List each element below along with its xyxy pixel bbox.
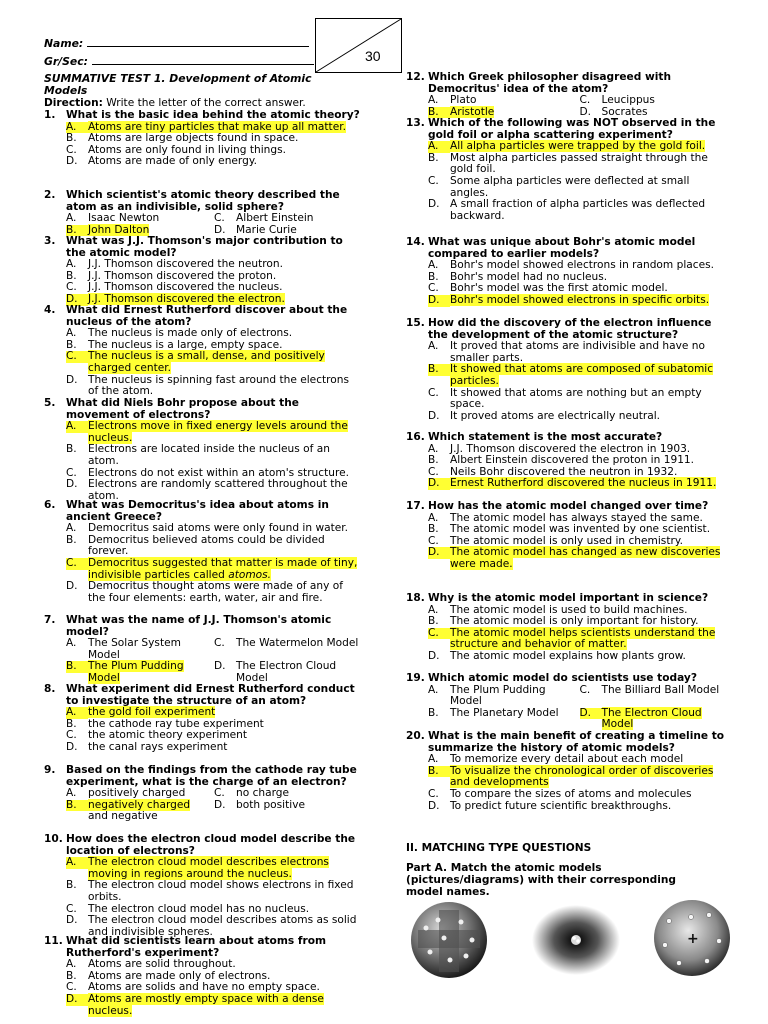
answer-options: [428, 513, 731, 571]
option-b[interactable]: [66, 444, 362, 467]
option-text: Most alpha particles passed straight through the gold foil.: [450, 151, 708, 176]
option-text: The electron cloud model describes electrons moving in regions around the nucleus.: [88, 856, 329, 880]
option-text: J.J. Thomson discovered the electron.: [88, 292, 285, 305]
option-text: positively charged: [88, 787, 186, 800]
answer-options: [428, 95, 731, 118]
option-text: the cathode ray tube experiment: [88, 717, 264, 730]
option-text: Democritus thought atoms were made of any of the four elements: earth, water, air and fire.: [88, 580, 343, 604]
option-d[interactable]: [214, 800, 362, 823]
question-number: 19.: [406, 672, 425, 684]
option-text: The nucleus is a small, dense, and positively charged center.: [88, 350, 325, 374]
option-text: Albert Einstein: [236, 212, 314, 225]
option-letter: B.: [428, 454, 439, 467]
part-a-instructions: Part A. Match the atomic models (pictures/diagrams) with their corresponding model names.: [406, 862, 677, 898]
question-5: [44, 398, 362, 502]
option-d[interactable]: [66, 742, 362, 754]
option-text: The nucleus is spinning fast around the electrons of the atom.: [88, 373, 350, 398]
option-b-correct[interactable]: [428, 766, 731, 789]
option-letter: D.: [66, 155, 78, 168]
option-letter: B.: [66, 443, 77, 456]
answer-options: [428, 605, 731, 663]
question-16: [406, 432, 731, 490]
option-letter: B.: [428, 523, 439, 536]
option-text: no charge: [236, 787, 290, 800]
option-d-correct[interactable]: [580, 708, 732, 731]
option-c-correct[interactable]: [66, 351, 362, 374]
option-letter: B.: [66, 717, 77, 730]
option-text: John Dalton: [88, 223, 150, 236]
option-d[interactable]: [66, 581, 362, 604]
question-13: [406, 118, 731, 222]
question-8: [44, 684, 362, 754]
question-number: 5.: [44, 397, 56, 409]
option-letter: A.: [66, 421, 88, 433]
option-letter: B.: [66, 225, 88, 237]
answer-options: [66, 122, 362, 168]
option-a-correct[interactable]: [66, 421, 362, 444]
question-number: 15.: [406, 317, 425, 329]
option-b[interactable]: [66, 880, 362, 903]
option-letter: B.: [66, 269, 77, 282]
question-number: 6.: [44, 499, 56, 511]
option-text: Bohr's model showed electrons in random places.: [450, 259, 714, 272]
question-6: [44, 500, 362, 604]
option-text: The atomic model has always stayed the same.: [450, 511, 703, 524]
question-text: How has the atomic model changed over time?: [428, 500, 709, 512]
option-letter: C.: [214, 637, 225, 650]
option-letter: A.: [428, 603, 439, 616]
option-text: Aristotle: [450, 105, 495, 118]
option-letter: D.: [214, 223, 226, 236]
question-10: [44, 834, 362, 938]
section-blank[interactable]: [92, 64, 314, 65]
option-letter: C.: [66, 902, 77, 915]
question-11: [44, 936, 362, 1017]
option-d[interactable]: [428, 801, 731, 813]
question-text: What was Democritus's idea about atoms in ancient Greece?: [66, 499, 329, 523]
answer-options: [428, 341, 731, 422]
answer-options: [66, 959, 362, 1017]
direction: [44, 98, 306, 110]
answer-options: [66, 523, 362, 604]
option-text: The electron cloud model has no nucleus.: [88, 902, 310, 915]
option-text: To visualize the chronological order of discoveries and developments: [450, 764, 714, 789]
question-number: 3.: [44, 235, 56, 247]
option-text: J.J. Thomson discovered the neutron.: [88, 258, 283, 271]
option-d[interactable]: [214, 661, 362, 684]
option-text: The atomic model helps scientists understand the structure and behavior of matter.: [450, 626, 716, 651]
option-text: The electron cloud model shows electrons in fixed orbits.: [88, 879, 354, 903]
question-number: 20.: [406, 730, 425, 742]
option-text: It showed that atoms are nothing but an empty space.: [450, 386, 702, 411]
option-d-correct[interactable]: [66, 994, 362, 1017]
question-text: How did the discovery of the electron influence the development of the atomic structure?: [428, 317, 712, 341]
option-text: The Electron Cloud Model: [601, 706, 702, 731]
nuclear-model-image[interactable]: [649, 899, 735, 977]
option-text-extra: and negative: [88, 810, 158, 823]
option-letter: C.: [66, 281, 77, 294]
option-text: The nucleus is made only of electrons.: [88, 327, 293, 340]
question-19: [406, 673, 731, 731]
option-d[interactable]: [428, 411, 731, 423]
question-text: What was the name of J.J. Thomson's atomic model?: [66, 614, 332, 638]
plum-pudding-model-image[interactable]: [406, 900, 492, 980]
option-letter: A.: [66, 637, 77, 650]
option-c-correct[interactable]: [428, 628, 731, 651]
question-text: What was unique about Bohr's atomic model compared to earlier models?: [428, 236, 696, 260]
option-letter: B.: [66, 800, 88, 812]
option-letter: B.: [428, 706, 439, 719]
option-letter: D.: [428, 547, 450, 559]
option-letter: A.: [66, 122, 88, 134]
option-letter: A.: [428, 753, 439, 766]
question-text: What did Ernest Rutherford discover about the nucleus of the atom?: [66, 304, 348, 328]
score-total: 30: [365, 48, 381, 64]
option-b[interactable]: [428, 708, 580, 731]
option-letter: D.: [214, 798, 226, 811]
option-letter: D.: [66, 740, 78, 753]
option-letter: C.: [66, 981, 77, 994]
question-18: [406, 593, 731, 663]
option-text: Electrons are randomly scattered throughout the atom.: [88, 478, 348, 502]
option-text: The atomic model is only important for history.: [450, 615, 699, 628]
section-field[interactable]: [44, 56, 314, 68]
option-d-correct[interactable]: [428, 295, 731, 307]
name-label: Name:: [44, 37, 84, 50]
option-letter: B.: [428, 364, 450, 376]
option-letter: C.: [428, 787, 439, 800]
option-c[interactable]: [580, 685, 732, 708]
question-text: What experiment did Ernest Rutherford conduct to investigate the structure of an atom?: [66, 683, 355, 707]
option-letter: D.: [66, 994, 88, 1006]
option-text: Neils Bohr discovered the neutron in 1932.: [450, 465, 678, 478]
question-text: How does the electron cloud model describe the location of electrons?: [66, 833, 356, 857]
option-text: It proved that atoms are indivisible and have no smaller parts.: [450, 340, 705, 364]
option-letter: B.: [428, 766, 450, 778]
question-text: Based on the findings from the cathode ray tube experiment, what is the charge of an electron?: [66, 764, 357, 788]
option-letter: B.: [66, 661, 88, 673]
option-letter: C.: [579, 683, 591, 696]
option-text: All alpha particles were trapped by the gold foil.: [450, 140, 706, 153]
option-text: Bohr's model showed electrons in specific orbits.: [450, 293, 710, 306]
option-letter: A.: [66, 258, 77, 271]
answer-options: [428, 685, 731, 731]
option-letter: B.: [428, 615, 439, 628]
option-c-correct[interactable]: [66, 558, 362, 581]
option-text: Bohr's model was the first atomic model.: [450, 282, 668, 295]
question-number: 9.: [44, 764, 56, 776]
option-letter: C.: [428, 174, 439, 187]
option-letter: B.: [66, 533, 77, 546]
option-text: The atomic model is used to build machines.: [450, 603, 688, 616]
option-text: The Electron Cloud Model: [236, 660, 337, 684]
option-text: Bohr's model had no nucleus.: [450, 270, 608, 283]
option-c[interactable]: [214, 638, 362, 661]
option-b-correct[interactable]: [66, 800, 214, 823]
option-b-correct[interactable]: [66, 661, 214, 684]
option-letter: B.: [66, 969, 77, 982]
option-text: It proved atoms are electrically neutral.: [450, 409, 661, 422]
option-letter: C.: [579, 94, 591, 107]
option-letter: C.: [66, 351, 88, 363]
question-text: What is the main benefit of creating a timeline to summarize the history of atomic models?: [428, 730, 725, 754]
answer-options: [428, 444, 731, 490]
question-text: What is the basic idea behind the atomic theory?: [66, 109, 360, 121]
option-letter: B.: [66, 132, 77, 145]
option-text: Socrates: [601, 105, 648, 118]
question-text: What did scientists learn about atoms from Rutherford's experiment?: [66, 935, 327, 959]
question-number: 18.: [406, 592, 425, 604]
option-text: The Planetary Model: [450, 706, 559, 719]
option-letter: C.: [66, 143, 77, 156]
option-letter: B.: [66, 879, 77, 892]
option-text: It showed that atoms are composed of subatomic particles.: [450, 363, 714, 387]
option-text: J.J. Thomson discovered the proton.: [88, 269, 277, 282]
option-text: Leucippus: [601, 94, 655, 107]
option-letter: A.: [66, 212, 77, 225]
answer-options: [428, 260, 731, 306]
option-b[interactable]: [66, 535, 362, 558]
option-text: J.J. Thomson discovered the nucleus.: [88, 281, 283, 294]
direction-label: Direction:: [44, 97, 103, 109]
option-text: Atoms are mostly empty space with a dense nucleus.: [88, 992, 324, 1017]
option-letter: C.: [66, 466, 77, 479]
option-text: Atoms are only found in living things.: [88, 143, 286, 156]
answer-options: [66, 421, 362, 502]
option-text: Atoms are tiny particles that make up all matter.: [88, 120, 346, 133]
option-letter: C.: [66, 558, 88, 570]
option-a[interactable]: [428, 685, 580, 708]
question-number: 8.: [44, 683, 56, 695]
option-letter: D.: [66, 294, 88, 306]
option-letter: A.: [66, 707, 88, 719]
question-text: Which scientist's atomic theory described the atom as an indivisible, solid sphere?: [66, 189, 340, 213]
option-b-correct[interactable]: [428, 364, 731, 387]
option-letter: D.: [428, 478, 450, 490]
option-text: J.J. Thomson discovered the electron in 1903.: [450, 442, 691, 455]
question-4: [44, 305, 362, 398]
option-d-correct[interactable]: [428, 547, 731, 570]
option-a[interactable]: [66, 638, 214, 661]
answer-options: [66, 259, 362, 305]
question-text: Which of the following was NOT observed in the gold foil or alpha scattering experiment?: [428, 117, 716, 141]
option-letter: C.: [66, 729, 77, 742]
question-20: [406, 731, 731, 812]
option-letter: A.: [428, 683, 439, 696]
answer-options: [66, 328, 362, 398]
option-d[interactable]: [428, 199, 731, 222]
option-letter: D.: [428, 198, 440, 211]
answer-options: [66, 707, 362, 753]
option-letter: A.: [66, 327, 77, 340]
direction-text: Write the letter of the correct answer.: [102, 97, 306, 109]
option-text: To predict future scientific breakthroughs.: [450, 799, 672, 812]
model-pictures: [406, 900, 736, 980]
answer-options: [66, 788, 362, 823]
option-letter: B.: [428, 107, 450, 119]
option-text: Isaac Newton: [88, 212, 160, 225]
question-text: Which Greek philosopher disagreed with Democritus' idea of the atom?: [428, 71, 672, 95]
option-letter: D.: [579, 105, 592, 118]
option-a[interactable]: [428, 341, 731, 364]
option-letter: C.: [428, 534, 439, 547]
option-text: Democritus suggested that matter is made of tiny, indivisible particles called: [88, 556, 358, 581]
option-text: The atomic model has changed as new discoveries were made.: [450, 546, 721, 570]
option-text: negatively charged: [88, 798, 191, 811]
option-c[interactable]: [428, 176, 731, 199]
option-letter: C.: [214, 787, 225, 800]
option-text: To memorize every detail about each model: [450, 753, 684, 766]
option-text: both positive: [236, 798, 305, 811]
option-letter: B.: [428, 270, 439, 283]
section-label: Gr/Sec:: [44, 55, 88, 68]
option-letter: D.: [66, 580, 78, 593]
option-text: To compare the sizes of atoms and molecules: [450, 787, 692, 800]
question-text: Why is the atomic model important in science?: [428, 592, 709, 604]
question-9: [44, 765, 362, 823]
question-12: [406, 72, 731, 118]
option-letter: C.: [428, 386, 439, 399]
option-d[interactable]: [66, 375, 362, 398]
option-letter: A.: [428, 511, 439, 524]
option-letter: D.: [214, 660, 226, 673]
answer-options: [66, 857, 362, 938]
question-2: [44, 190, 362, 236]
electron-cloud-model-image[interactable]: [532, 905, 620, 975]
option-text: The Solar System Model: [88, 637, 181, 661]
option-text: Some alpha particles were deflected at small angles.: [450, 174, 690, 199]
option-letter: A.: [428, 94, 439, 107]
option-letter: B.: [428, 151, 439, 164]
option-text: the gold foil experiment: [88, 706, 216, 719]
option-letter: A.: [428, 340, 439, 353]
option-letter: C.: [428, 282, 439, 295]
question-number: 16.: [406, 431, 425, 443]
option-letter: A.: [428, 141, 450, 153]
option-text-extra: atomos.: [228, 568, 272, 581]
option-letter: D.: [580, 708, 602, 720]
option-text: Atoms are large objects found in space.: [88, 132, 299, 145]
question-14: [406, 237, 731, 307]
question-text: Which atomic model do scientists use today?: [428, 672, 697, 684]
option-letter: D.: [428, 295, 450, 307]
option-letter: A.: [428, 442, 439, 455]
option-text: The atomic model is only used in chemistry.: [450, 534, 683, 547]
option-letter: A.: [66, 522, 77, 535]
option-text: Atoms are solid throughout.: [88, 958, 236, 971]
option-text: The atomic model explains how plants grow.: [450, 649, 686, 662]
option-text: The nucleus is a large, empty space.: [88, 338, 283, 351]
question-number: 2.: [44, 189, 56, 201]
option-text: the canal rays experiment: [88, 740, 228, 753]
option-letter: C.: [428, 465, 439, 478]
question-text: What did Niels Bohr propose about the movement of electrons?: [66, 397, 299, 421]
option-letter: D.: [66, 914, 78, 927]
option-letter: D.: [428, 649, 440, 662]
option-letter: A.: [66, 857, 88, 869]
option-text: Atoms are made only of electrons.: [88, 969, 271, 982]
question-7: [44, 615, 362, 685]
option-letter: A.: [66, 787, 77, 800]
question-1: [44, 110, 362, 168]
option-text: Electrons do not exist within an atom's structure.: [88, 466, 349, 479]
option-d-correct[interactable]: [428, 478, 731, 490]
name-blank[interactable]: [87, 46, 309, 47]
question-number: 13.: [406, 117, 425, 129]
option-text: Atoms are made of only energy.: [88, 155, 257, 168]
option-text: The atomic model was invented by one scientist.: [450, 523, 711, 536]
question-number: 4.: [44, 304, 56, 316]
question-number: 1.: [44, 109, 56, 121]
question-3: [44, 236, 362, 306]
option-letter: A.: [428, 259, 439, 272]
answer-options: [66, 213, 362, 236]
question-number: 12.: [406, 71, 425, 83]
option-b[interactable]: [428, 153, 731, 176]
option-text: Marie Curie: [236, 223, 297, 236]
option-d[interactable]: [428, 651, 731, 663]
option-d[interactable]: [66, 156, 362, 168]
option-c[interactable]: [428, 388, 731, 411]
question-15: [406, 318, 731, 422]
option-text: Ernest Rutherford discovered the nucleus in 1911.: [450, 477, 717, 490]
answer-options: [428, 141, 731, 222]
name-field[interactable]: [44, 38, 309, 50]
svg-text:+: +: [687, 931, 699, 947]
question-number: 10.: [44, 833, 63, 845]
option-text: Democritus said atoms were only found in water.: [88, 522, 349, 535]
option-letter: B.: [66, 338, 77, 351]
score-box: [315, 18, 402, 73]
option-text: Atoms are solids and have no empty space.: [88, 981, 320, 994]
option-text: Electrons are located inside the nucleus of an atom.: [88, 443, 330, 467]
option-text: The electron cloud model describes atoms as solid and indivisible spheres.: [88, 914, 357, 938]
option-letter: C.: [428, 628, 450, 640]
question-text: Which statement is the most accurate?: [428, 431, 663, 443]
option-text: The Watermelon Model: [236, 637, 359, 650]
option-letter: D.: [428, 799, 440, 812]
question-number: 17.: [406, 500, 425, 512]
option-text: Plato: [450, 94, 477, 107]
option-text: the atomic theory experiment: [88, 729, 248, 742]
score-slash: [315, 18, 402, 73]
test-title: SUMMATIVE TEST 1. Development of Atomic Models: [44, 72, 312, 97]
option-text: A small fraction of alpha particles was deflected backward.: [450, 198, 706, 222]
option-text: Albert Einstein discovered the proton in 1911.: [450, 454, 695, 467]
question-number: 11.: [44, 935, 63, 947]
option-letter: D.: [66, 373, 78, 386]
option-text: The Plum Pudding Model: [450, 683, 546, 708]
option-letter: C.: [214, 212, 225, 225]
answer-options: [428, 754, 731, 812]
option-a-correct[interactable]: [66, 857, 362, 880]
option-letter: A.: [66, 958, 77, 971]
question-text: What was J.J. Thomson's major contribution to the atomic model?: [66, 235, 343, 259]
section-title: II. MATCHING TYPE QUESTIONS: [406, 842, 592, 854]
option-text: Electrons move in fixed energy levels around the nucleus.: [88, 420, 348, 444]
option-letter: D.: [66, 478, 78, 491]
option-text: The Billiard Ball Model: [601, 683, 720, 696]
question-number: 7.: [44, 614, 56, 626]
option-text: The Plum Pudding Model: [88, 660, 184, 684]
question-number: 14.: [406, 236, 425, 248]
option-text: Democritus believed atoms could be divided forever.: [88, 533, 325, 558]
answer-options: [66, 638, 362, 684]
question-17: [406, 501, 731, 571]
option-letter: D.: [428, 409, 440, 422]
